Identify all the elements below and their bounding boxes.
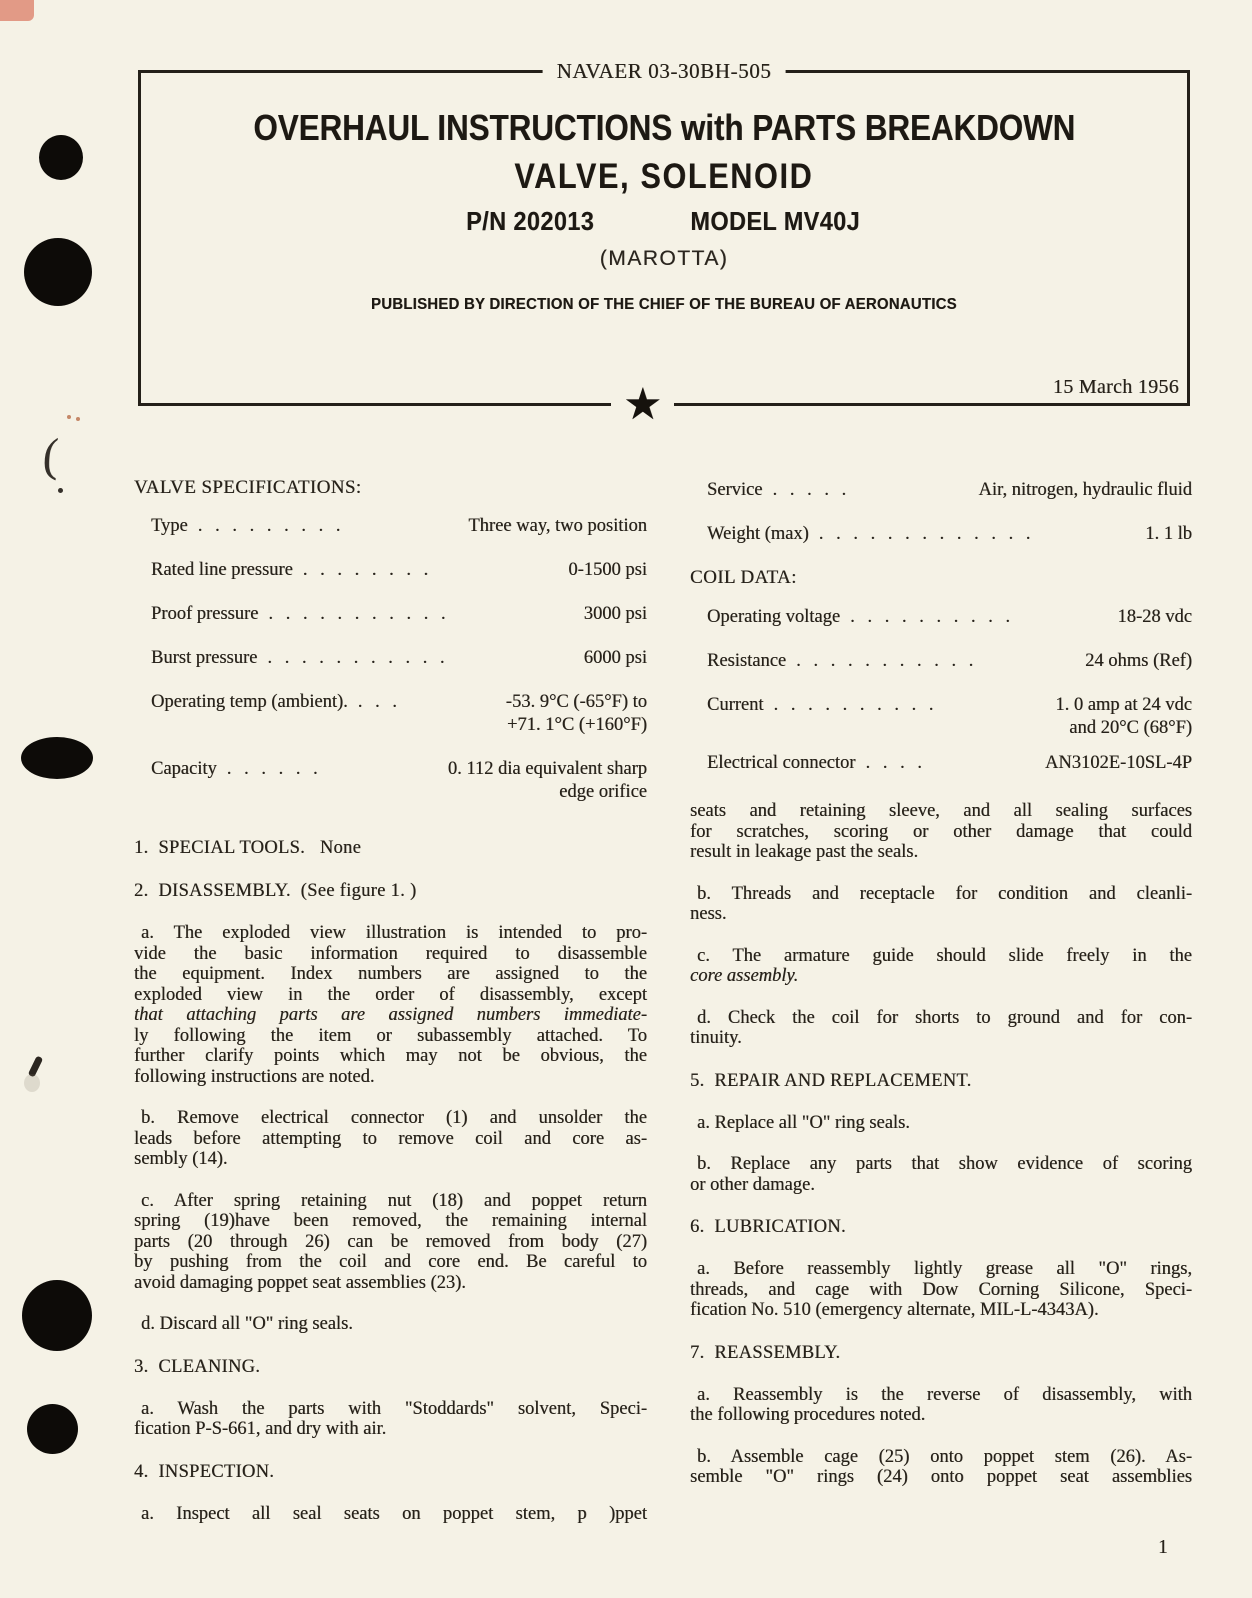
paragraph-4d: [690, 1008, 1192, 1049]
section-2-heading: 2. DISASSEMBLY. (See figure 1. ): [134, 881, 417, 901]
manufacturer: (MAROTTA): [599, 247, 729, 270]
spec-label: Operating temp (ambient).: [151, 692, 348, 712]
text-line: b. Threads and receptacle for condition and cleanli-: [697, 883, 1192, 904]
section-4-heading: 4. INSPECTION.: [134, 1461, 275, 1482]
text-line: a. Inspect all seal seats on poppet stem, p )ppet: [141, 1503, 647, 1524]
header-box: [138, 59, 1190, 429]
coil-data-heading: COIL DATA:: [690, 567, 797, 588]
text-line: b. Remove electrical connector (1) and unsolder the: [141, 1108, 647, 1128]
scan-corner-artifact: [0, 0, 34, 21]
part-model-row: [141, 206, 1187, 237]
issue-date: 15 March 1956: [1052, 376, 1179, 398]
paragraph-5b: [690, 1154, 1192, 1195]
right-column: [690, 460, 1192, 1509]
spec-label: Capacity: [151, 759, 217, 779]
spec-row-current: [690, 694, 1192, 740]
spec-value: 0-1500 psi: [568, 560, 647, 580]
doc-number: NAVAER 03-30BH-505: [543, 59, 786, 84]
published-by-line: PUBLISHED BY DIRECTION OF THE CHIEF OF THE BUREAU OF AERONAUTICS: [371, 296, 957, 313]
spec-row-service: [690, 479, 1192, 502]
spec-label: Rated line pressure: [151, 560, 293, 580]
text-line: a. Wash the parts with "Stoddards" solvent, Speci-: [141, 1398, 647, 1419]
spec-row-type: [134, 515, 647, 538]
section-5-heading: 5. REPAIR AND REPLACEMENT.: [690, 1070, 972, 1091]
spec-label: Current: [707, 695, 764, 715]
spec-value: 1. 1 lb: [1145, 524, 1192, 544]
spec-value: 0. 112 dia equivalent sharp: [447, 759, 647, 779]
spec-label: Service: [707, 480, 763, 500]
paragraph-4a: [134, 1504, 647, 1525]
paragraph-4c: [690, 946, 1192, 987]
dot-leader: . . . . . .: [226, 759, 322, 779]
spec-value: 24 ohms (Ref): [1085, 651, 1192, 671]
paragraph-2d: [134, 1314, 647, 1335]
text-line: c. After spring retaining nut (18) and poppet return: [141, 1190, 647, 1211]
binder-hole-dot: [22, 1280, 92, 1351]
star-icon: ★: [611, 381, 674, 429]
spec-label: Type: [151, 516, 188, 536]
text-line: b. Replace any parts that show evidence of scoring: [697, 1154, 1192, 1174]
paragraph-2b: [134, 1108, 647, 1170]
paragraph-5a: [690, 1113, 1192, 1134]
paragraph-7a: [690, 1385, 1192, 1426]
text-line: leads before attempting to remove coil and core as-: [134, 1128, 647, 1149]
dot-leader: . . . . . . . .: [302, 560, 433, 580]
ink-speck: [67, 415, 71, 419]
spec-value: 3000 psi: [583, 604, 647, 624]
section-1-heading: 1. SPECIAL TOOLS. None: [134, 838, 362, 858]
spec-row-weight: [690, 523, 1192, 546]
spec-value: AN3102E-10SL-4P: [1045, 753, 1192, 773]
section-3-heading: 3. CLEANING.: [134, 1356, 261, 1377]
text-line: following instructions are noted.: [134, 1066, 375, 1087]
text-line: b. Assemble cage (25) onto poppet stem (26). As-: [697, 1446, 1192, 1467]
spec-label: Weight (max): [707, 524, 809, 544]
text-line: c. The armature guide should slide freely in the: [697, 945, 1192, 966]
dot-leader: . . . . .: [772, 480, 851, 500]
spec-row-burst-pressure: [134, 647, 647, 670]
spec-value: Three way, two position: [468, 516, 647, 536]
text-line: ly following the item or subassembly attached. To: [134, 1025, 647, 1046]
text-line: d. Check the coil for shorts to ground and for con-: [697, 1007, 1192, 1028]
model-number: MODEL MV40J: [690, 206, 860, 236]
spec-row-resistance: [690, 650, 1192, 673]
spec-value: 1. 0 amp at 24 vdc: [1055, 695, 1192, 715]
text-line: further clarify points which may not be obvious, the: [134, 1046, 647, 1066]
text-line: a. Reassembly is the reverse of disassembly, with: [697, 1384, 1192, 1405]
dot-leader: . . . . . . . . . . . . .: [818, 524, 1035, 544]
spec-label: Resistance: [707, 651, 787, 671]
dot-leader: . . .: [357, 692, 401, 712]
paragraph-7b: [690, 1447, 1192, 1488]
dot-leader: . . . . . . . . . .: [773, 695, 938, 715]
title-line-2: VALVE, SOLENOID: [514, 157, 814, 196]
spec-value-continued: and 20°C (68°F): [1069, 718, 1192, 738]
part-number: P/N 202013: [465, 206, 594, 236]
spec-label: Proof pressure: [151, 604, 259, 624]
spec-value: 18-28 vdc: [1117, 607, 1192, 627]
text-line: threads, and cage with Dow Corning Silicone, Speci-: [690, 1279, 1192, 1300]
text-line: exploded view in the order of disassembly, except: [134, 984, 647, 1005]
binder-hole-dot: [24, 238, 92, 306]
spec-value-continued: +71. 1°C (+160°F): [507, 715, 647, 735]
text-line: by pushing from the coil and core end. Be careful to: [134, 1252, 647, 1272]
section-7-heading: 7. REASSEMBLY.: [690, 1342, 841, 1363]
binder-hole-dot: [21, 737, 93, 779]
spec-row-proof-pressure: [134, 603, 647, 626]
spec-label: Operating voltage: [707, 607, 841, 627]
dot-leader: . . . . . . . . .: [197, 516, 345, 536]
text-line: vide the basic information required to disassemble: [134, 943, 647, 964]
text-line: or other damage.: [690, 1174, 815, 1195]
ink-speck: [76, 417, 80, 421]
text-line: spring (19)have been removed, the remaining internal: [134, 1211, 647, 1231]
paragraph-6a: [690, 1259, 1192, 1321]
page-number: 1: [1158, 1537, 1168, 1558]
spec-row-rated-line-pressure: [134, 559, 647, 582]
spec-row-operating-temp: [134, 691, 647, 737]
paragraph-2c: [134, 1191, 647, 1294]
spec-row-electrical-connector: [690, 752, 1192, 775]
spec-value: 6000 psi: [583, 648, 647, 668]
left-column: [134, 460, 647, 1545]
spec-label: Electrical connector: [707, 753, 856, 773]
text-line: tinuity.: [690, 1028, 742, 1048]
text-line: the equipment. Index numbers are assigned to the: [134, 964, 647, 984]
text-line: the following procedures noted.: [690, 1405, 926, 1425]
paragraph-4b: [690, 884, 1192, 925]
spec-value: Air, nitrogen, hydraulic fluid: [978, 480, 1192, 500]
paragraph-3a: [134, 1399, 647, 1440]
text-line: a. Before reassembly lightly grease all "O" rings,: [697, 1259, 1192, 1279]
spec-value-continued: edge orifice: [559, 782, 647, 802]
text-line: fication P-S-661, and dry with air.: [134, 1419, 387, 1439]
spec-row-capacity: [134, 758, 647, 804]
text-line: ness.: [690, 904, 727, 924]
pencil-smudge: [24, 1074, 40, 1092]
spec-value: -53. 9°C (-65°F) to: [505, 692, 647, 712]
text-line: sembly (14).: [134, 1149, 228, 1169]
paragraph-4a-continued: [690, 801, 1192, 863]
paragraph-2a: [134, 923, 647, 1087]
text-line: d. Discard all "O" ring seals.: [141, 1314, 353, 1334]
text-line: avoid damaging poppet seat assemblies (23).: [134, 1272, 466, 1293]
text-line: semble "O" rings (24) onto poppet seat assemblies: [690, 1467, 1192, 1487]
title-line-1: OVERHAUL INSTRUCTIONS with PARTS BREAKDOWN: [253, 107, 1075, 148]
spec-row-operating-voltage: [690, 606, 1192, 629]
dot-leader: . . . .: [865, 753, 926, 773]
dot-leader: . . . . . . . . . .: [850, 607, 1014, 627]
dot-leader: . . . . . . . . . . .: [268, 604, 450, 624]
dot-leader: . . . . . . . . . . .: [796, 651, 978, 671]
valve-specs-heading: VALVE SPECIFICATIONS:: [134, 477, 362, 498]
text-line: result in leakage past the seals.: [690, 842, 919, 862]
spec-label: Burst pressure: [151, 648, 258, 668]
text-line: a. Replace all "O" ring seals.: [697, 1112, 910, 1133]
binder-hole-dot: [27, 1404, 78, 1454]
pencil-mark-icon: (: [38, 429, 61, 482]
text-line: fication No. 510 (emergency alternate, MIL-L-4343A).: [690, 1300, 1099, 1320]
binder-hole-dot: [39, 135, 83, 180]
pencil-dot: [58, 488, 63, 493]
text-line: a. The exploded view illustration is intended to pro-: [141, 923, 647, 943]
text-line: for scratches, scoring or other damage that could: [690, 821, 1192, 842]
section-6-heading: 6. LUBRICATION.: [690, 1217, 846, 1237]
text-line: core assembly.: [690, 966, 799, 986]
text-line: that attaching parts are assigned numbers immediate-: [134, 1005, 647, 1025]
text-line: seats and retaining sleeve, and all sealing surfaces: [690, 801, 1192, 821]
dot-leader: . . . . . . . . . . .: [267, 648, 449, 668]
text-line: parts (20 through 26) can be removed from body (27): [134, 1231, 647, 1252]
